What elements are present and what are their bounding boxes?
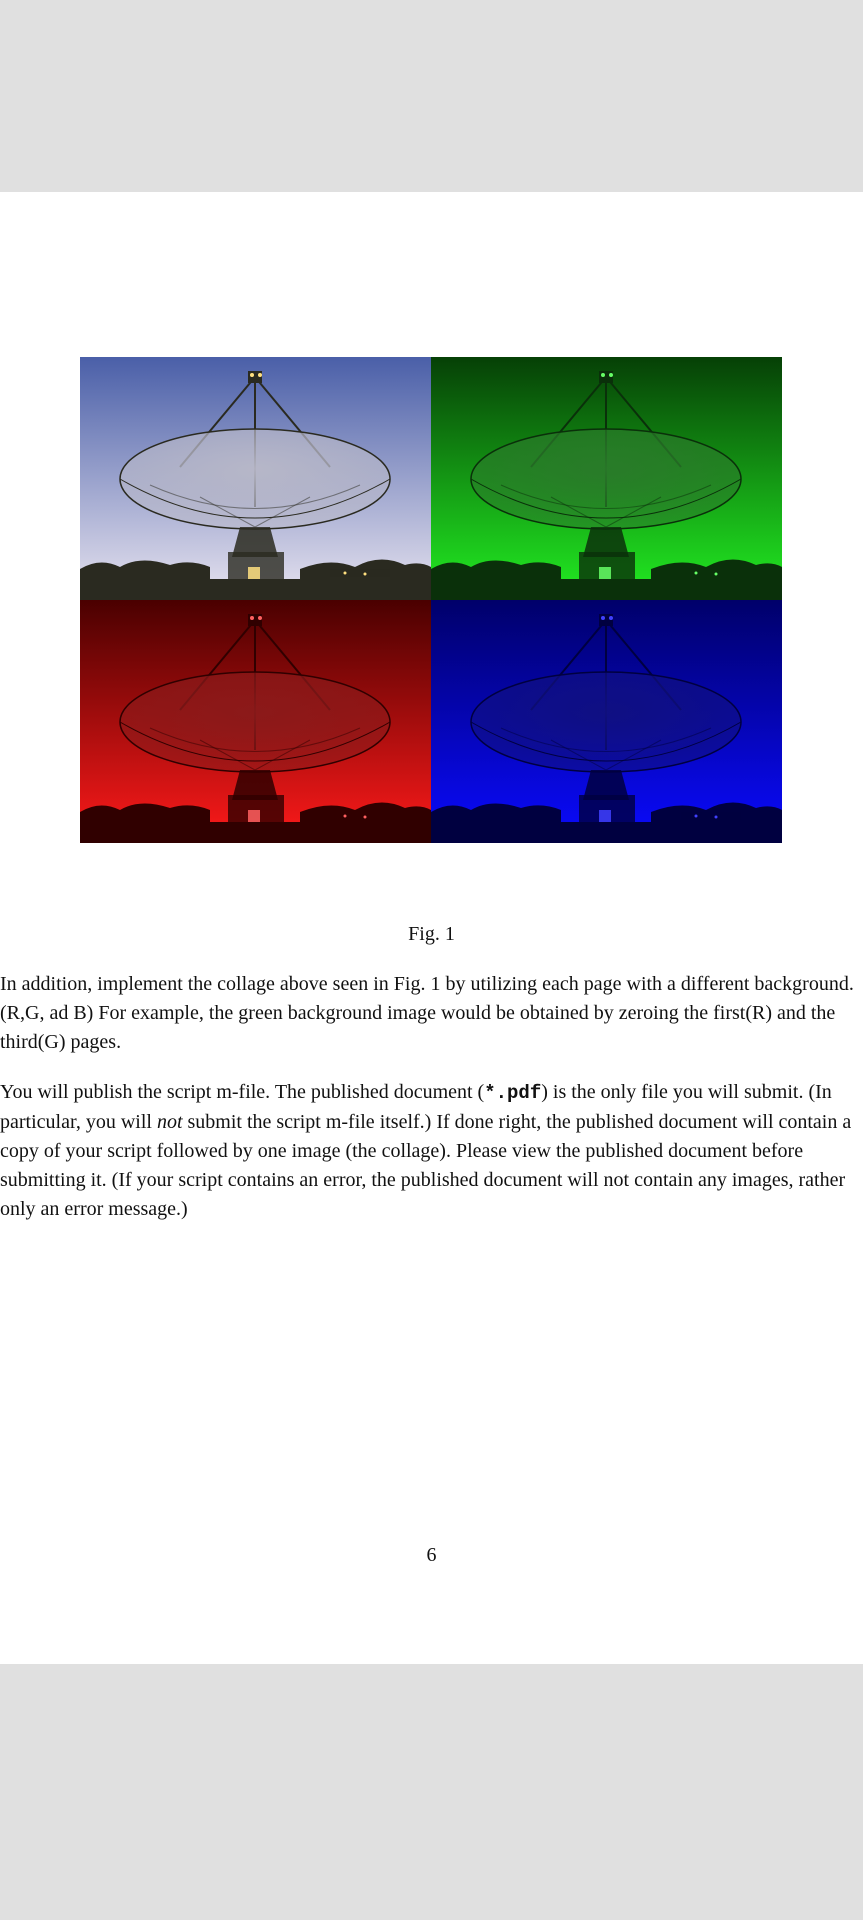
p2-text-2: ) is the only file you will submit. (In particular, you will xyxy=(0,1081,832,1133)
telescope-picture-blue xyxy=(431,600,782,843)
page-number: 6 xyxy=(426,1544,437,1566)
radio-telescope-collage xyxy=(80,357,782,843)
telescope-picture-red xyxy=(80,600,431,843)
telescope-picture-green xyxy=(431,357,782,600)
collage-red xyxy=(80,600,431,843)
pdf-extension-code: *.pdf xyxy=(484,1082,542,1104)
document-page xyxy=(0,192,863,1664)
paragraph-publish-instructions xyxy=(0,1078,860,1224)
p2-text-3: submit the script m-file itself.) If done right, the published document will contain a copy of your script followed by one image (the collage). Please view the published document before submitting it. (If your script contains an error, the published document will not contain any images, rather only an error message.) xyxy=(0,1111,852,1220)
p2-text-1: You will publish the script m-file. The published document ( xyxy=(0,1081,485,1103)
collage-blue xyxy=(431,600,782,843)
emphasis-not: not xyxy=(156,1111,183,1133)
figure-caption: Fig. 1 xyxy=(408,923,455,945)
telescope-picture-original xyxy=(80,357,431,600)
collage-original xyxy=(80,357,431,600)
collage-green xyxy=(431,357,782,600)
paragraph-collage-instructions: In addition, implement the collage above seen in Fig. 1 by utilizing each page with a different background. (R,G, ad B) For example, the green background image would be obtained by zeroing the first(R) and the third(G) pages. xyxy=(0,973,854,1053)
